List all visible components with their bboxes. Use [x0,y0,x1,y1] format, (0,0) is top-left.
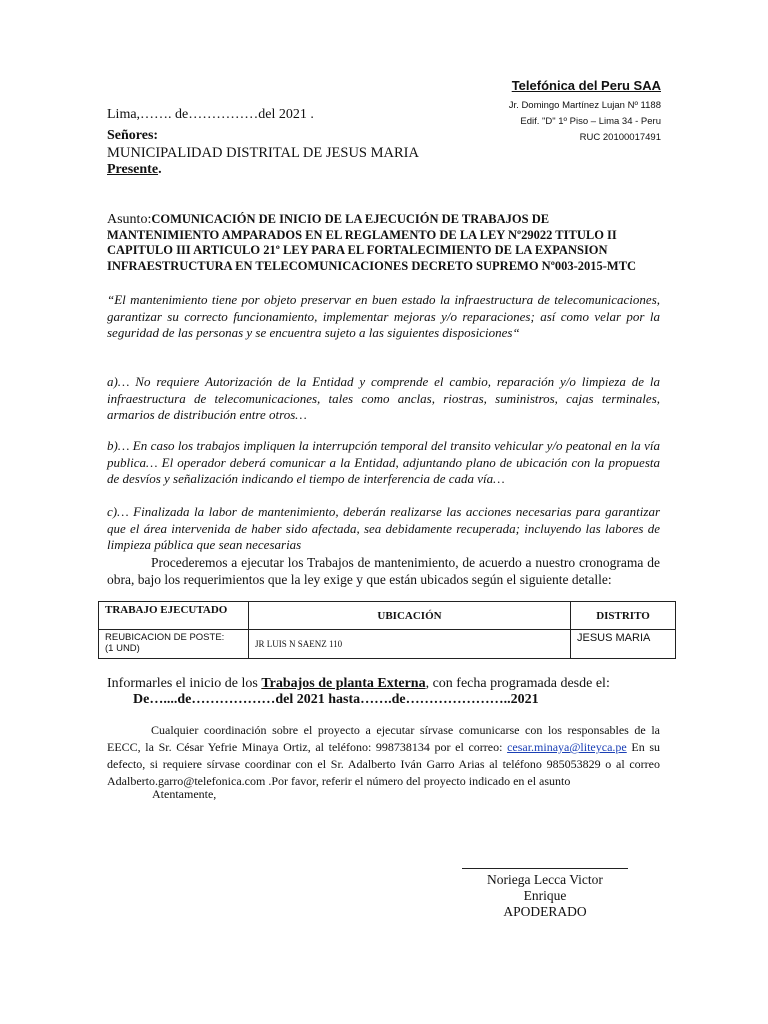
cell-ubicacion: JR LUIS N SAENZ 110 [249,630,571,659]
clause-a: a)… No requiere Autorización de la Entidad y comprende el cambio, reparación y/o limpieza de la infraestructura de telecomunicaciones, tales como anclas, riostras, suministros, cajas terminales, armarios de distribución entre otros… [107,374,660,422]
signature-line [462,868,628,869]
inform-after: , con fecha programada desde el: [425,676,610,691]
work-line-2: (1 UND) [105,643,140,654]
inform-highlight: Trabajos de planta Externa [261,676,426,691]
present-line [107,162,162,178]
inform-line [107,676,610,692]
company-ruc: RUC 20100017491 [579,132,661,143]
subject-label: Asunto: [107,212,152,227]
closing: Atentamente, [152,787,217,801]
email-link[interactable]: cesar.minaya@liteyca.pe [507,740,627,754]
table-row [99,630,676,659]
present-word: Presente [107,162,159,177]
signature-block [462,872,628,920]
date-line: Lima,……. de……………del 2021 . [107,107,314,122]
subject-block [107,212,660,274]
coordination-part-1: Cualquier coordinación sobre el proyecto a ejecutar sírvase comunicarse con los responsables de la EECC, la Sr. César Yefrie Minaya Ortiz, al teléfono: 998738134 por el correo: [107,723,660,754]
recipient: MUNICIPALIDAD DISTRITAL DE JESUS MARIA [107,145,419,161]
header-trabajo: TRABAJO EJECUTADO [99,602,249,630]
greeting: Señores: [107,128,159,143]
quote-paragraph: “El mantenimiento tiene por objeto preservar en buen estado la infraestructura de telecomunicaciones, garantizar su correcto funcionamiento, implementar mejoras y/o reparaciones; así como velar por la seguridad de las personas y se encuentra sujeto a las siguientes disposiciones“ [107,292,660,340]
company-address-1: Jr. Domingo Martínez Lujan Nº 1188 [508,100,661,111]
dates-line: De…....de………………del 2021 hasta…….de…………………..2021 [133,692,539,707]
signer-name-1: Noriega Lecca Victor [487,872,603,887]
schedule-paragraph: Procederemos a ejecutar los Trabajos de mantenimiento, de acuerdo a nuestro cronograma de obra, bajo los requerimientos que la ley exige y que están ubicados según el siguiente detalle: [107,555,660,587]
company-address-2: Edif. "D" 1º Piso – Lima 34 - Peru [520,116,661,127]
company-header [480,78,661,146]
present-dot: . [158,162,162,177]
header-distrito: DISTRITO [571,602,676,630]
cell-distrito: JESUS MARIA [571,630,676,659]
signer-name-2: Enrique [523,888,567,903]
clause-b: b)… En caso los trabajos impliquen la interrupción temporal del transito vehicular y/o peatonal en la vía publica… El operador deberá comunicar a la Entidad, adjuntando plano de ubicación con la propuesta de desvíos y señalización indicando el tiempo de interferencia de cada vía… [107,438,660,486]
header-ubicacion: UBICACIÓN [249,602,571,630]
cell-trabajo [99,630,249,659]
subject-text: COMUNICACIÓN DE INICIO DE LA EJECUCIÓN DE TRABAJOS DE MANTENIMIENTO AMPARADOS EN EL REGLAMENTO DE LA LEY Nº29022 TITULO II CAPITULO III ARTICULO 21º LEY PARA EL FORTALECIMIENTO DE LA EXPANSION INFRAESTRUCTURA EN TELECOMUNICACIONES DECRETO SUPREMO Nº003-2015-MTC [107,212,637,273]
coordination-part-2: En su defecto, si requiere sírvase coordinar con el Sr. Adalberto Iván Garro Arias al teléfono 985053829 o al correo Adalberto.garro@telefonica.com .Por favor, referir el número del proyecto indicado en el asunto [107,740,661,788]
clause-c: c)… Finalizada la labor de mantenimiento, deberán realizarse las acciones necesarias para garantizar que el área intervenida de haber sido afectada, sea debidamente recuperada; incluyendo las labores de limpieza pública que sean necesarias [107,504,660,552]
company-name: Telefónica del Peru SAA [511,78,661,93]
table-header-row [99,602,676,630]
works-table [98,601,676,659]
work-line-1: REUBICACION DE POSTE: [105,632,225,643]
signer-role: APODERADO [503,904,587,919]
coordination-paragraph [107,722,660,790]
inform-before: Informarles el inicio de los [107,676,262,691]
